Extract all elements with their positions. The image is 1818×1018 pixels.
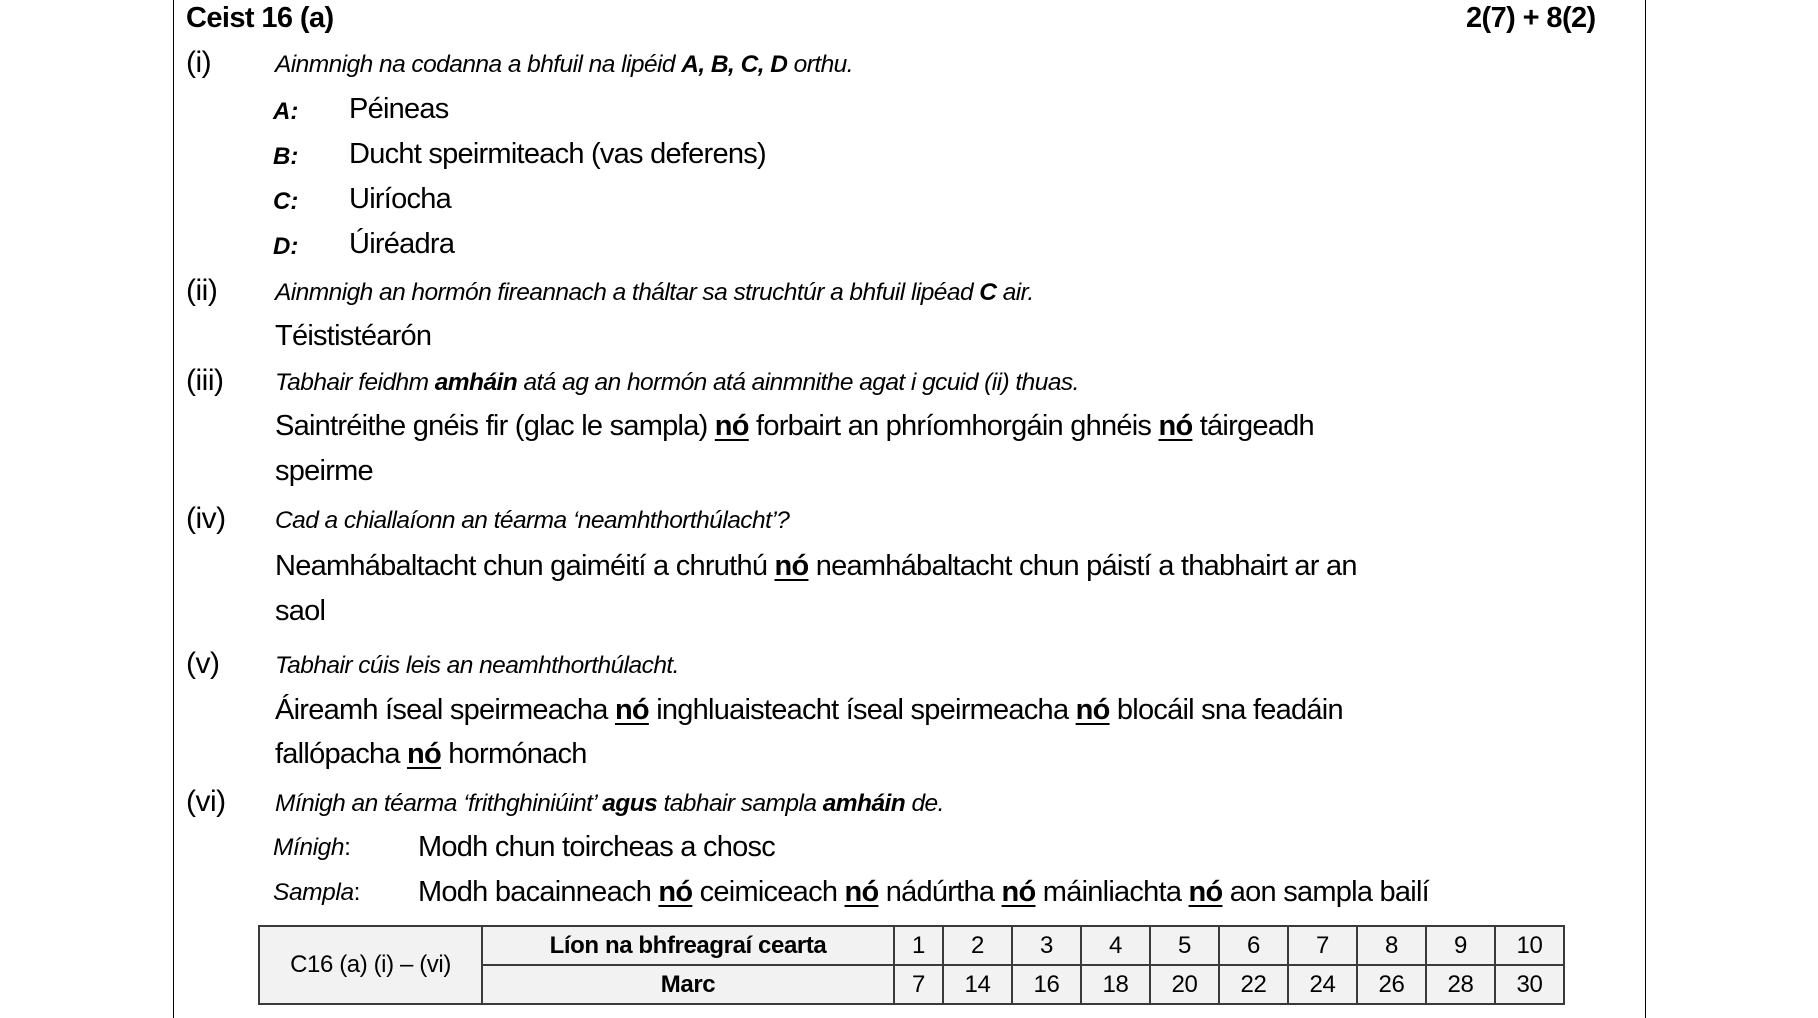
question-title: Ceist 16 (a) <box>186 2 334 34</box>
marks-cell: 30 <box>1495 965 1564 1004</box>
correct-count-cell: 10 <box>1495 926 1564 965</box>
question-text: atá ag an hormón atá ainmnithe agat i gcuid (ii) thuas. <box>517 369 1079 396</box>
answer-b: Ducht speirmiteach (vas deferens) <box>349 138 766 170</box>
marks-cell: 18 <box>1081 965 1150 1004</box>
correct-count-cell: 4 <box>1081 926 1150 965</box>
answer-text: táirgeadh <box>1192 410 1314 442</box>
part-v-answer-line-2 <box>275 740 587 769</box>
question-text: Mínigh an téarma ‘frithghiniúint’ <box>275 790 603 817</box>
example-label-text: Sampla <box>273 879 354 906</box>
correct-count-cell: 9 <box>1426 926 1495 965</box>
question-bold-text: amháin <box>822 790 906 817</box>
part-label-vi: (vi) <box>186 785 226 818</box>
marks-cell: 28 <box>1426 965 1495 1004</box>
or-keyword: nó <box>407 738 441 770</box>
answer-letter-c: C: <box>273 188 299 215</box>
part-v-answer-line-1 <box>275 696 1343 725</box>
question-text: de. <box>905 790 944 817</box>
answer-letter-b: B: <box>273 143 299 170</box>
correct-count-cell: 7 <box>1288 926 1357 965</box>
example-answer <box>418 878 1429 907</box>
correct-count-cell: 1 <box>894 926 943 965</box>
question-text: Ainmnigh an hormón fireannach a tháltar sa struchtúr a bhfuil lipéad <box>275 279 980 306</box>
or-keyword: nó <box>658 876 693 908</box>
or-keyword: nó <box>614 694 649 726</box>
question-bold-text: A, B, C, D <box>681 51 788 78</box>
or-keyword: nó <box>1158 410 1193 442</box>
correct-count-cell: 2 <box>943 926 1012 965</box>
colon: : <box>344 834 351 861</box>
table-row-correct-answers <box>259 926 1564 965</box>
answer-text: inghluaisteacht íseal speirmeacha <box>648 694 1076 726</box>
or-keyword: nó <box>774 550 809 582</box>
marks-cell: 20 <box>1150 965 1219 1004</box>
or-keyword: nó <box>1188 876 1223 908</box>
row-header-marks: Marc <box>482 965 894 1004</box>
answer-text: Modh bacainneach <box>418 876 659 908</box>
answer-text: Neamhábaltacht chun gaiméití a chruthú <box>275 550 775 582</box>
answer-text: forbairt an phríomhorgáin ghnéis <box>748 410 1159 442</box>
explain-answer: Modh chun toircheas a chosc <box>418 831 775 863</box>
part-label-i: (i) <box>186 46 212 79</box>
explain-label <box>273 836 351 861</box>
question-bold-text: amháin <box>434 369 518 396</box>
answer-text: nádúrtha <box>878 876 1002 908</box>
answer-letter-d: D: <box>273 233 299 260</box>
answer-text: blocáil sna feadáin <box>1109 694 1343 726</box>
answer-text: fallópacha <box>275 738 408 770</box>
answer-a: Péineas <box>349 93 449 125</box>
part-v-question: Tabhair cúis leis an neamhthorthúlacht. <box>275 652 679 679</box>
answer-c: Uiríocha <box>349 183 451 215</box>
page-border-right <box>1645 0 1646 1018</box>
section-cell: C16 (a) (i) – (vi) <box>259 926 482 1004</box>
part-iv-answer-line-1 <box>275 552 1357 581</box>
question-text: Ainmnigh na codanna a bhfuil na lipéid <box>275 51 682 78</box>
question-text: orthu. <box>787 51 853 78</box>
marks-cell: 16 <box>1012 965 1081 1004</box>
answer-text: ceimiceach <box>692 876 845 908</box>
marks-cell: 22 <box>1219 965 1288 1004</box>
part-ii-question <box>275 281 1034 306</box>
answer-text: Saintréithe gnéis fir (glac le sampla) <box>275 410 715 442</box>
question-text: tabhair sampla <box>657 790 823 817</box>
answer-text: hormónach <box>440 738 587 770</box>
question-text: air. <box>996 279 1034 306</box>
correct-count-cell: 8 <box>1357 926 1426 965</box>
question-bold-text: agus <box>602 790 658 817</box>
part-label-v: (v) <box>186 647 220 680</box>
part-label-iii: (iii) <box>186 364 224 397</box>
part-label-iv: (iv) <box>186 502 226 535</box>
correct-count-cell: 5 <box>1150 926 1219 965</box>
page-border-left <box>173 0 174 1018</box>
part-iii-answer-line-2: speirme <box>275 455 373 487</box>
answer-text: máinliachta <box>1035 876 1189 908</box>
question-bold-text: C <box>979 279 997 306</box>
part-label-ii: (ii) <box>186 274 218 307</box>
explain-label-text: Mínigh <box>273 834 345 861</box>
or-keyword: nó <box>714 410 749 442</box>
marks-cell: 26 <box>1357 965 1426 1004</box>
part-iii-answer-line-1 <box>275 412 1314 441</box>
answer-d: Úiréadra <box>349 228 455 260</box>
part-ii-answer: Téististéarón <box>275 320 432 352</box>
answer-text: neamhábaltacht chun páistí a thabhairt ar an <box>808 550 1357 582</box>
marking-table <box>258 925 1565 1005</box>
or-keyword: nó <box>1075 694 1110 726</box>
marks-cell: 14 <box>943 965 1012 1004</box>
part-iii-question <box>275 371 1079 396</box>
part-iv-question: Cad a chiallaíonn an téarma ‘neamhthorthúlacht’? <box>275 507 790 534</box>
marks-cell: 24 <box>1288 965 1357 1004</box>
question-marks: 2(7) + 8(2) <box>1466 2 1596 34</box>
answer-text: aon sampla bailí <box>1222 876 1429 908</box>
or-keyword: nó <box>844 876 879 908</box>
marks-cell: 7 <box>894 965 943 1004</box>
correct-count-cell: 3 <box>1012 926 1081 965</box>
colon: : <box>353 879 361 906</box>
question-text: Tabhair feidhm <box>275 369 435 396</box>
answer-text: Áireamh íseal speirmeacha <box>275 694 615 726</box>
part-vi-question <box>275 792 944 817</box>
correct-count-cell: 6 <box>1219 926 1288 965</box>
example-label <box>273 881 360 906</box>
row-header-correct-answers: Líon na bhfreagraí cearta <box>482 926 894 965</box>
part-i-question <box>275 53 853 78</box>
part-iv-answer-line-2: saol <box>275 595 326 627</box>
answer-letter-a: A: <box>273 98 299 125</box>
or-keyword: nó <box>1001 876 1036 908</box>
